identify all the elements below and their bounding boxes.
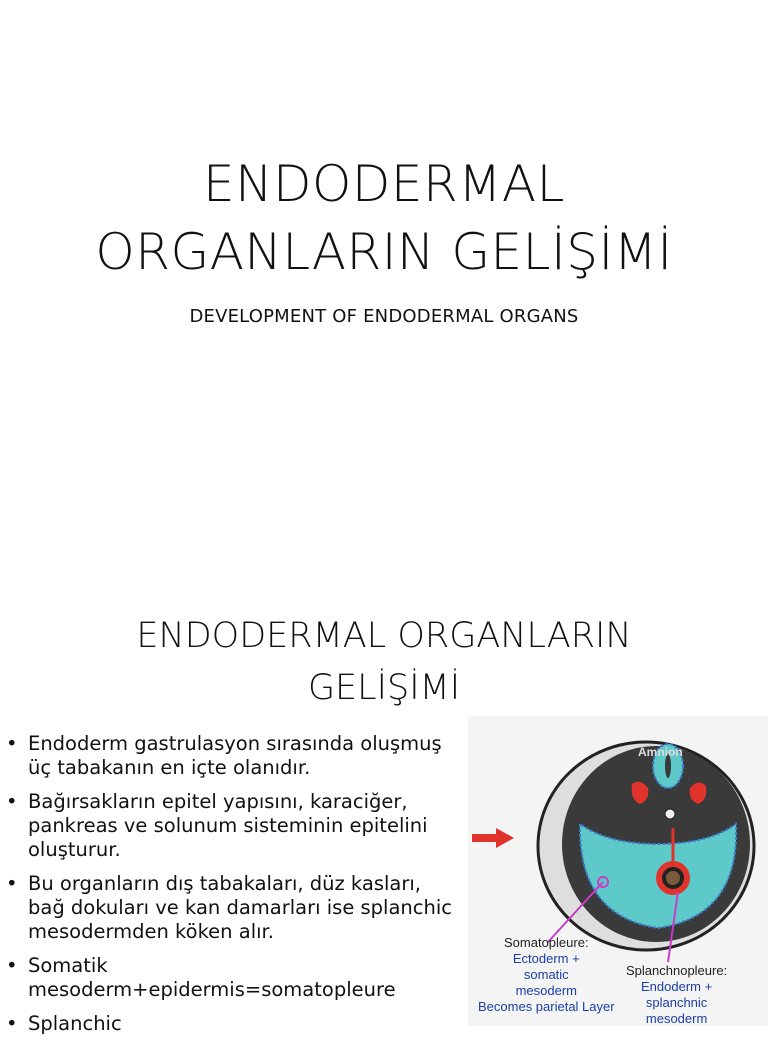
somatopleure-line: mesoderm xyxy=(515,983,577,998)
slide-title-line-2: ORGANLARIN GELİŞİMİ xyxy=(95,223,673,281)
bullet-item xyxy=(6,1012,461,1036)
bullet-text: Somatik mesoderm+epidermis=somatopleure xyxy=(28,954,396,1001)
bullet-dot: • xyxy=(6,872,18,895)
content-slide-title xyxy=(0,610,768,714)
somatopleure-line: Becomes parietal Layer xyxy=(478,999,615,1014)
somatopleure-line: Ectoderm + xyxy=(512,951,580,966)
splanchnopleure-line: splanchnic xyxy=(645,995,708,1010)
bullet-list xyxy=(6,732,461,1046)
slide-title-line-1: ENDODERMAL xyxy=(203,155,565,213)
somatopleure-label xyxy=(478,935,615,1015)
splanchnopleure-line: Endoderm + xyxy=(641,979,713,994)
content-title-line-1: ENDODERMAL ORGANLARIN xyxy=(136,616,632,656)
somatopleure-title: Somatopleure: xyxy=(504,935,589,950)
bullet-dot: • xyxy=(6,954,18,977)
amnion-label: Amnion xyxy=(638,745,683,759)
bullet-item xyxy=(6,732,461,780)
bullet-text: Splanchic xyxy=(28,1012,122,1035)
content-slide xyxy=(0,576,768,1035)
content-title-line-2: GELİŞİMİ xyxy=(307,668,461,708)
slide-subtitle: DEVELOPMENT OF ENDODERMAL ORGANS xyxy=(189,306,579,327)
splanchnopleure-line: mesoderm xyxy=(645,1011,708,1026)
splanchnopleure-label xyxy=(626,963,727,1026)
red-arrow-icon xyxy=(472,828,514,848)
bullet-item xyxy=(6,954,461,1002)
somatopleure-line: somatic xyxy=(523,967,569,982)
embryo-cross-section-figure xyxy=(468,716,768,1026)
notochord xyxy=(665,809,675,819)
splanchnopleure-title: Splanchnopleure: xyxy=(626,963,728,978)
bullet-item xyxy=(6,790,461,862)
bullet-text: Endoderm gastrulasyon sırasında oluşmuş üç tabakanın en içte olanıdır. xyxy=(28,732,442,779)
bullet-text: Bağırsakların epitel yapısını, karaciğer, pankreas ve solunum sisteminin epitelini oluşturur. xyxy=(28,790,428,861)
bullet-dot: • xyxy=(6,790,18,813)
bullet-dot: • xyxy=(6,1012,18,1035)
bullet-item xyxy=(6,872,461,944)
bullet-dot: • xyxy=(6,732,18,755)
bullet-text: Bu organların dış tabakaları, düz kasları, bağ dokuları ve kan damarları ise splanchic mesodermden köken alır. xyxy=(28,872,453,943)
slide-title xyxy=(0,150,768,286)
